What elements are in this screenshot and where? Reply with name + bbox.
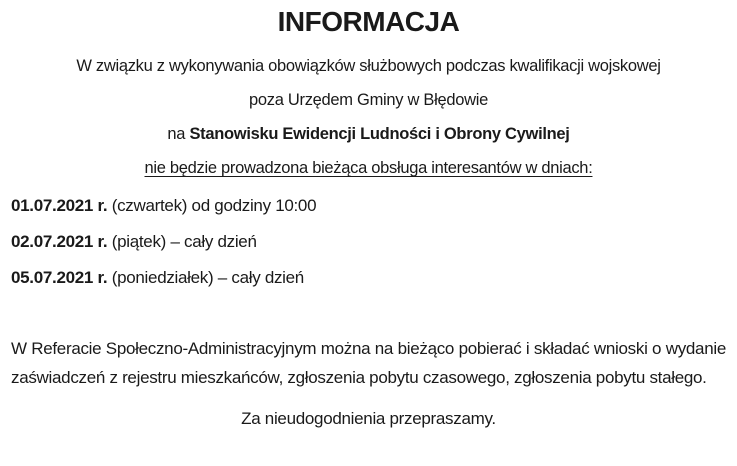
date-line-3 xyxy=(11,268,737,288)
notice-line xyxy=(0,158,737,178)
dates-list xyxy=(0,196,737,288)
date-3-details: (poniedziałek) – cały dzień xyxy=(107,268,304,287)
notice-underlined-text: nie będzie prowadzona bieżąca obsługa interesantów w dniach: xyxy=(144,159,593,177)
date-3-value: 05.07.2021 r. xyxy=(11,268,108,287)
position-line xyxy=(0,124,737,144)
position-prefix: na xyxy=(167,125,190,143)
date-line-1 xyxy=(11,196,737,216)
document-title: INFORMACJA xyxy=(277,6,460,37)
closing-line: Za nieudogodnienia przepraszamy. xyxy=(241,409,496,428)
intro-line-2: poza Urzędem Gminy w Błędowie xyxy=(249,91,488,109)
position-name: Stanowisku Ewidencji Ludności i Obrony Cywilnej xyxy=(189,125,570,143)
date-2-details: (piątek) – cały dzień xyxy=(107,232,257,251)
date-line-2 xyxy=(11,232,737,252)
info-paragraph: W Referacie Społeczno-Administracyjnym można na bieżąco pobierać i składać wnioski o wydanie zaświadczeń z rejestru mieszkańców, zgłoszenia pobytu czasowego, zgłoszenia pobytu stałego. xyxy=(11,339,726,387)
date-1-value: 01.07.2021 r. xyxy=(11,196,108,215)
intro-line-1: W związku z wykonywania obowiązków służbowych podczas kwalifikacji wojskowej xyxy=(76,57,661,75)
date-1-details: (czwartek) od godziny 10:00 xyxy=(107,196,317,215)
date-2-value: 02.07.2021 r. xyxy=(11,232,108,251)
